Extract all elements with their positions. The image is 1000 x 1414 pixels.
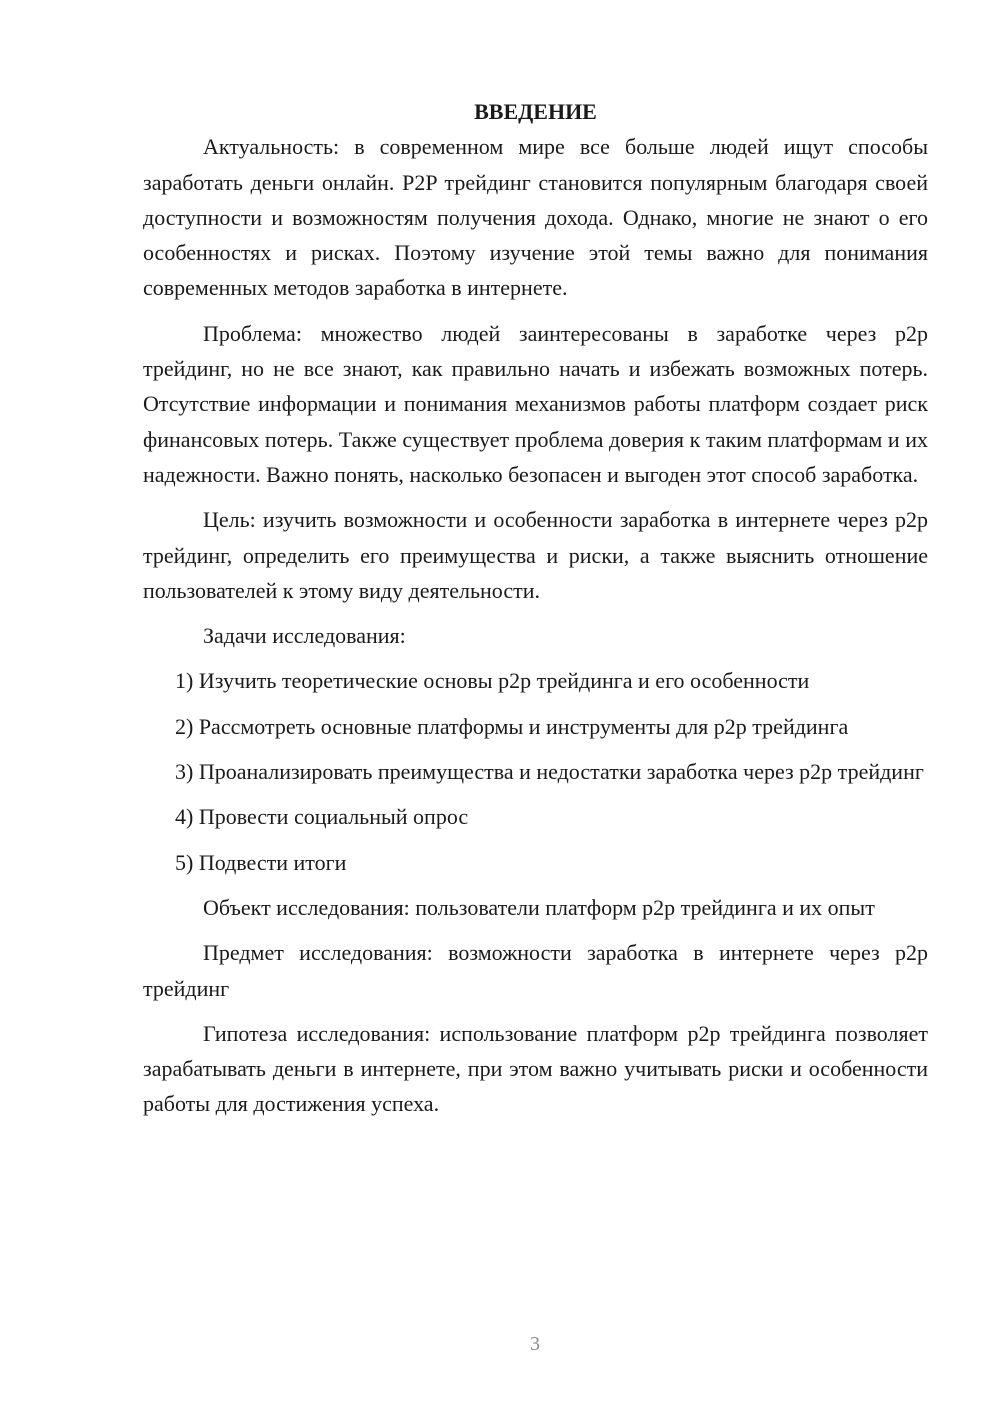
subject-paragraph: Предмет исследования: возможности заработка в интернете через p2p трейдинг xyxy=(143,940,928,1001)
tasks-heading: Задачи исследования: xyxy=(203,623,406,649)
problem-paragraph: Проблема: множество людей заинтересованы в заработке через p2p трейдинг, но не все знают, как правильно начать и избежать возможных потерь. Отсутствие информации и понимания механизмов работы платформ создает риск финансовых потерь. Также существует проблема доверия к таким платформам и их надежности. Важно понять, насколько безопасен и выгоден этот способ заработка. xyxy=(143,320,928,487)
object-paragraph: Объект исследования: пользователи платформ p2p трейдинга и их опыт xyxy=(203,894,875,920)
page-number: 3 xyxy=(530,1333,540,1355)
relevance-paragraph: Актуальность: в современном мире все больше людей ищут способы заработать деньги онлайн. P2P трейдинг становится популярным благодаря своей доступности и возможностям получения дохода. Однако, многие не знают о его особенностях и рисках. Поэтому изучение этой темы важно для понимания современных методов заработка в интернете. xyxy=(143,134,928,301)
task-item: 4) Провести социальный опрос xyxy=(175,804,469,830)
task-item: 1) Изучить теоретические основы p2p трейдинга и его особенности xyxy=(175,668,810,694)
task-item: 5) Подвести итоги xyxy=(175,849,347,875)
section-title: ВВЕДЕНИЕ xyxy=(474,99,597,124)
hypothesis-paragraph: Гипотеза исследования: использование платформ p2p трейдинга позволяет зарабатывать деньги в интернете, при этом важно учитывать риски и особенности работы для достижения успеха. xyxy=(143,1020,928,1117)
task-item: 2) Рассмотреть основные платформы и инструменты для p2p трейдинга xyxy=(175,713,849,739)
goal-paragraph: Цель: изучить возможности и особенности заработка в интернете через p2p трейдинг, определить его преимущества и риски, а также выяснить отношение пользователей к этому виду деятельности. xyxy=(143,507,928,603)
task-item: 3) Проанализировать преимущества и недостатки заработка через p2p трейдинг xyxy=(175,759,924,785)
document-body xyxy=(143,94,928,1122)
